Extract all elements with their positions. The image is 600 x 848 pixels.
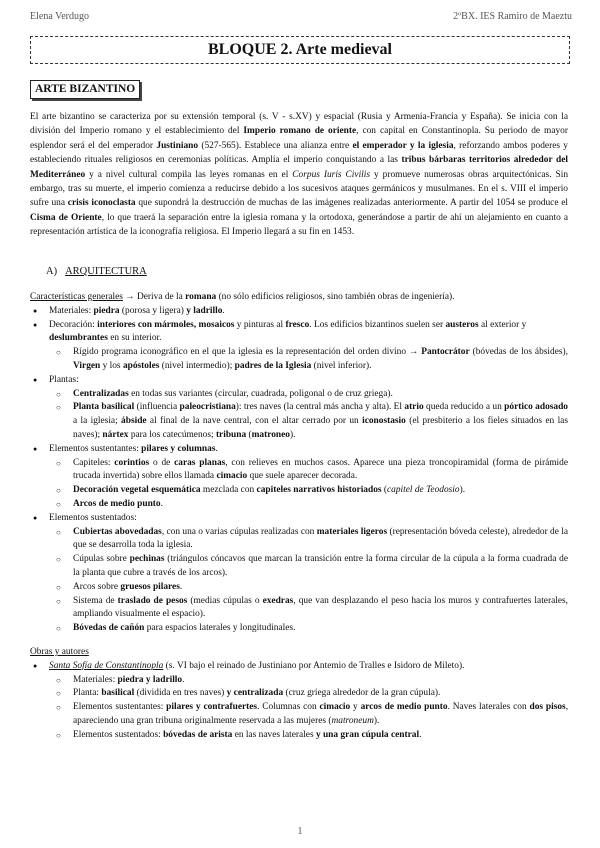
list-item: ○ Capiteles: corintios o de caras planas, con relieves en muchos casos. Aparece una pieza troncopiramidal (forma de pirámide trucada invertida) sobre ellos llamada cimacio que suele aparecer decorada.: [30, 457, 568, 485]
list-item: ○ Decoración vegetal esquemática mezclada con capiteles narrativos historiados (capitel de Teodosio).: [30, 484, 568, 498]
list-item: ○ Centralizadas en todas sus variantes (circular, cuadrada, poligonal o de cruz griega).: [30, 388, 568, 402]
subsection-heading: A) ARQUITECTURA: [46, 266, 147, 277]
page-number: 1: [297, 826, 303, 837]
page-title: BLOQUE 2. Arte medieval: [30, 36, 570, 64]
list-item: ○ Materiales: piedra y ladrillo.: [30, 674, 568, 688]
list-item: ○ Bóvedas de cañón para espacios laterales y longitudinales.: [30, 622, 568, 636]
list-item: ○ Cúpulas sobre pechinas (triángulos cóncavos que marcan la transición entre la forma circular de la cúpula a la forma cuadrada de la planta que cubre a través de los arcos).: [30, 553, 568, 581]
list-item: ○ Cubiertas abovedadas, con una o varias cúpulas realizadas con materiales ligeros (representación bóveda celeste), alrededor de la que se desarrolla toda la iglesia.: [30, 526, 568, 554]
list-item: ○ Elementos sustentados: bóvedas de arista en las naves laterales y una gran cúpula central.: [30, 729, 568, 743]
obras-heading: Obras y autores: [30, 646, 89, 657]
header-author: Elena Verdugo: [30, 11, 89, 22]
list-item: ○ Arcos sobre gruesos pilares.: [30, 581, 568, 595]
list-item: ○ Arcos de medio punto.: [30, 498, 568, 512]
list-item: ● Decoración: interiores con mármoles, mosaicos y pinturas al fresco. Los edificios bizantinos suelen ser austeros al exterior y deslumbrantes en su interior. ○ Rígido programa iconográfico en el que la iglesia es la representación del orden divino → Pantocrátor (bóvedas de los ábsides), Virgen y los apóstoles (nivel intermedio); padres de la Iglesia (nivel inferior).: [30, 319, 568, 374]
obras-list: [30, 660, 568, 743]
list-item: ● Materiales: piedra (porosa y ligera) y ladrillo.: [30, 305, 568, 319]
list-item: ○ Rígido programa iconográfico en el que la iglesia es la representación del orden divino → Pantocrátor (bóvedas de los ábsides), Virgen y los apóstoles (nivel intermedio); padres de la Iglesia (nivel inferior).: [30, 346, 568, 374]
list-item: ○ Planta basilical (influencia paleocristiana): tres naves (la central más ancha y alta). El atrio queda reducido a un pórtico adosado a la iglesia; ábside al final de la nave central, con el altar cerrado por un iconostasio (el presbiterio a los fieles situados en las naves); nártex para los catecúmenos; tribuna (matroneo).: [30, 401, 568, 442]
caracteristicas-list: [30, 305, 568, 636]
caracteristicas-heading: Características generales → Deriva de la romana (no sólo edificios religiosos, sino también obras de ingeniería).: [30, 292, 455, 302]
section-title: ARTE BIZANTINO: [30, 80, 140, 99]
list-item: ○ Planta: basilical (dividida en tres naves) y centralizada (cruz griega alrededor de la gran cúpula).: [30, 687, 568, 701]
list-item: ● Elementos sustentados: ○ Cubiertas abovedadas, con una o varias cúpulas realizadas con materiales ligeros (representación bóveda celeste), alrededor de la que se desarrolla toda la iglesia. ○ Cúpulas sobre pechinas (triángulos cóncavos que marcan la transición entre la forma circular de la cúpula a la forma cuadrada de la planta que cubre a través de los arcos). ○ Arcos sobre gruesos pilares. ○ Sistema de traslado de pesos (medias cúpulas o exedras, que van desplazando el peso hacia los muros y contrafuertes laterales, ampliando visualmente el espacio). ○ Bóvedas de cañón para espacios laterales y longitudinales.: [30, 512, 568, 636]
header-course: 2ºBX. IES Ramiro de Maeztu: [453, 11, 572, 22]
list-item: ○ Sistema de traslado de pesos (medias cúpulas o exedras, que van desplazando el peso hacia los muros y contrafuertes laterales, ampliando visualmente el espacio).: [30, 595, 568, 623]
list-item: ● Elementos sustentantes: pilares y columnas. ○ Capiteles: corintios o de caras planas, con relieves en muchos casos. Aparece una pieza troncopiramidal (forma de pirámide trucada invertida) sobre ellos llamada cimacio que suele aparecer decorada. ○ Decoración vegetal esquemática mezclada con capiteles narrativos historiados (capitel de Teodosio). ○ Arcos de medio punto.: [30, 443, 568, 512]
main-content: [30, 291, 568, 743]
intro-paragraph: El arte bizantino se caracteriza por su extensión temporal (s. V - s.XV) y espacial (Rusia y Armenia-Francia y España). Se inicia con la división del Imperio romano y el establecimiento del Imperio romano de oriente, con capital en Constantinopla. Su periodo de mayor esplendor será el del emperador Justiniano (527-565). Establece una alianza entre el emperador y la iglesia, reforzando ambos poderes y estableciendo rituales religiosos en ceremonias políticas. Amplía el imperio conquistando a las tribus bárbaras territorios alrededor del Mediterráneo y a nivel cultural compila las leyes romanas en el Corpus Iuris Civilis y promueve numerosas obras arquitectónicas. Sin embargo, tras su muerte, el imperio comienza a reducirse debido a los sucesivos ataques germánicos y musulmanes. En el s. VIII el imperio sufre una crisis iconoclasta que supondrá la destrucción de muchas de las imágenes realizadas anteriormente. A partir del 1054 se produce el Cisma de Oriente, lo que traerá la separación entre la iglesia romana y la ortodoxa, generándose a partir de ahí un alejamiento en cuanto a representación artística de la iconografía religiosa. El Imperio llegará a su fin en 1453.: [30, 112, 569, 238]
list-item: ● Santa Sofía de Constantinopla (s. VI bajo el reinado de Justiniano por Antemio de Tralles e Isidoro de Mileto). ○ Materiales: piedra y ladrillo. ○ Planta: basilical (dividida en tres naves) y centralizada (cruz griega alrededor de la gran cúpula). ○ Elementos sustentantes: pilares y contrafuertes. Columnas con cimacio y arcos de medio punto. Naves laterales con dos pisos, apareciendo una gran tribuna originalmente reservada a las mujeres (matroneum). ○ Elementos sustentados: bóvedas de arista en las naves laterales y una gran cúpula central.: [30, 660, 568, 743]
list-item: ● Plantas: ○ Centralizadas en todas sus variantes (circular, cuadrada, poligonal o de cruz griega). ○ Planta basilical (influencia paleocristiana): tres naves (la central más ancha y alta). El atrio queda reducido a un pórtico adosado a la iglesia; ábside al final de la nave central, con el altar cerrado por un iconostasio (el presbiterio a los fieles situados en las naves); nártex para los catecúmenos; tribuna (matroneo).: [30, 374, 568, 443]
list-item: ○ Elementos sustentantes: pilares y contrafuertes. Columnas con cimacio y arcos de medio punto. Naves laterales con dos pisos, apareciendo una gran tribuna originalmente reservada a las mujeres (matroneum).: [30, 701, 568, 729]
